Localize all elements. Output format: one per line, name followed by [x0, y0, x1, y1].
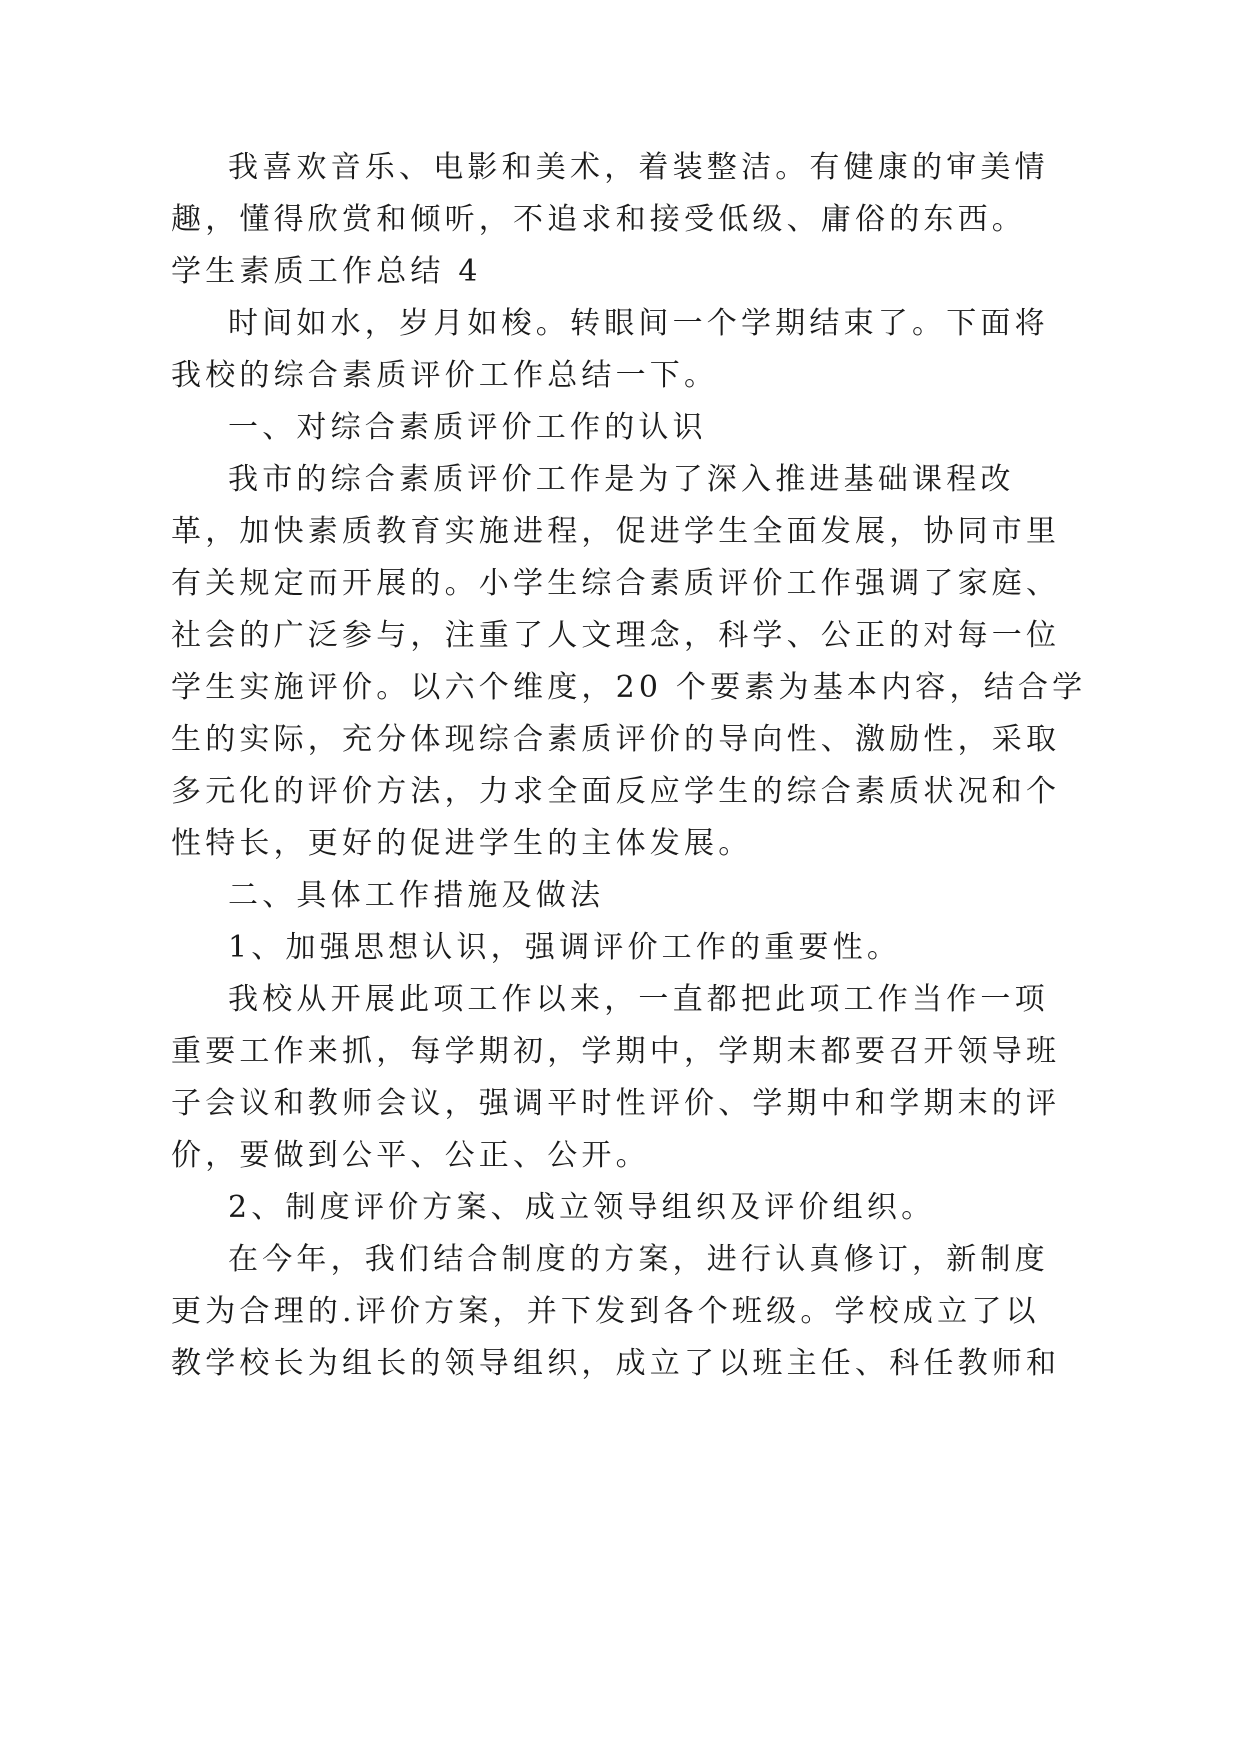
paragraph-line: 趣，懂得欣赏和倾听，不追求和接受低级、庸俗的东西。: [171, 202, 1026, 237]
paragraph-line: 重要工作来抓，每学期初，学期中，学期末都要召开领导班: [171, 1034, 1061, 1069]
subheading: 二、具体工作措施及做法: [228, 878, 605, 913]
paragraph-line: 多元化的评价方法，力求全面反应学生的综合素质状况和个: [171, 774, 1061, 809]
section-heading: 学生素质工作总结 4: [171, 254, 482, 289]
subheading: 一、对综合素质评价工作的认识: [228, 410, 707, 445]
paragraph-line: 我校的综合素质评价工作总结一下。: [171, 358, 719, 393]
paragraph-line: 生的实际，充分体现综合素质评价的导向性、激励性，采取: [171, 722, 1061, 757]
paragraph-line: 在今年，我们结合制度的方案，进行认真修订，新制度: [228, 1242, 1049, 1277]
paragraph-line: 时间如水，岁月如梭。转眼间一个学期结束了。下面将: [228, 306, 1049, 341]
paragraph-line: 我喜欢音乐、电影和美术，着装整洁。有健康的审美情: [228, 150, 1049, 185]
paragraph-line: 革，加快素质教育实施进程，促进学生全面发展，协同市里: [171, 514, 1061, 549]
paragraph-line: 性特长，更好的促进学生的主体发展。: [171, 826, 753, 861]
subheading: 1、加强思想认识，强调评价工作的重要性。: [228, 930, 902, 965]
paragraph-line: 社会的广泛参与，注重了人文理念，科学、公正的对每一位: [171, 618, 1061, 653]
paragraph-line: 更为合理的.评价方案，并下发到各个班级。学校成立了以: [171, 1294, 1040, 1329]
paragraph-line: 子会议和教师会议，强调平时性评价、学期中和学期末的评: [171, 1086, 1061, 1121]
paragraph-line: 我校从开展此项工作以来，一直都把此项工作当作一项: [228, 982, 1049, 1017]
paragraph-line: 有关规定而开展的。小学生综合素质评价工作强调了家庭、: [171, 566, 1061, 601]
paragraph-line: 教学校长为组长的领导组织，成立了以班主任、科任教师和: [171, 1346, 1061, 1381]
paragraph-line: 学生实施评价。以六个维度，20 个要素为基本内容，结合学: [171, 670, 1087, 705]
paragraph-line: 我市的综合素质评价工作是为了深入推进基础课程改: [228, 462, 1015, 497]
subheading: 2、制度评价方案、成立领导组织及评价组织。: [228, 1190, 936, 1225]
paragraph-line: 价，要做到公平、公正、公开。: [171, 1138, 650, 1173]
